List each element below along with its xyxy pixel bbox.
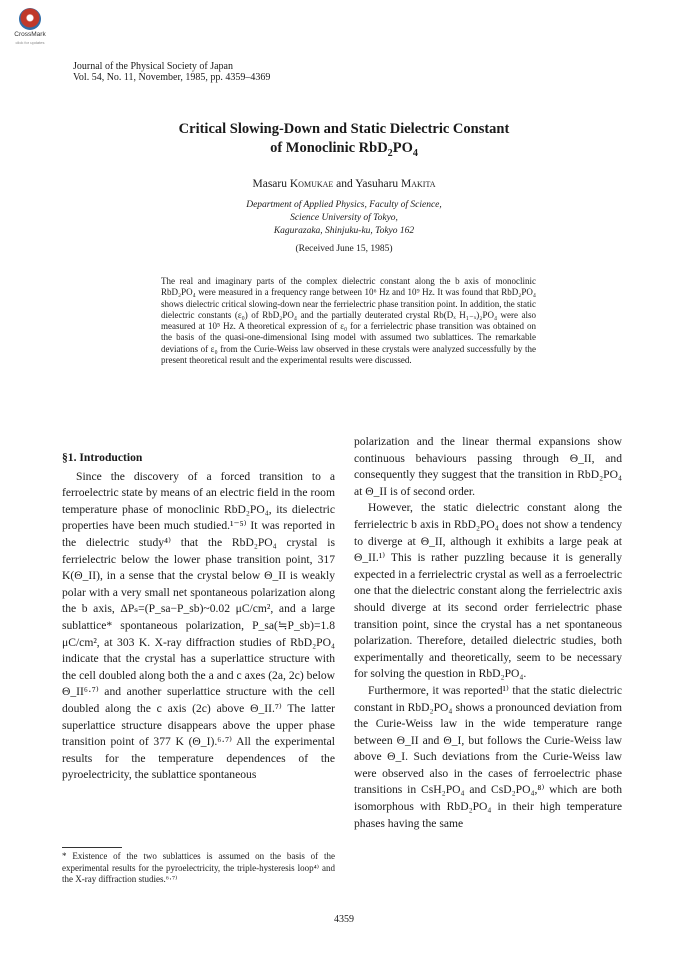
author-list (0, 178, 688, 190)
footnote-divider (62, 847, 122, 848)
author-2-family: Makita (401, 178, 436, 190)
author-1-family: Komukae (289, 178, 334, 190)
affiliation-line: Science University of Tokyo, (290, 213, 398, 223)
author-1-given: Masaru (252, 178, 290, 190)
title-text: of Monoclinic RbD (270, 140, 388, 156)
title-line-2 (0, 139, 688, 163)
title-subscript: 4 (412, 147, 418, 159)
crossmark-label: CrossMark (14, 31, 46, 38)
author-conjunction: and (333, 178, 356, 190)
author-2-given: Yasuharu (355, 178, 402, 190)
paragraph: Since the discovery of a forced transition to a ferroelectric state by means of an electric field in the room temperature phase of monoclinic RbD₂PO₄, its dielectric properties have been much studied.¹⁻⁵⁾ It was reported in the dielectric study⁴⁾ that the RbD₂PO₄ crystal is ferrielectric below the lower phase transition point, 317 K(Θ_II), in a sense that the crystal below Θ_II is weakly polar with a very small net spontaneous polarization along the b axis, ΔPₛ=(P_sa−P_sb)~0.02 μC/cm², and a large sublattice* spontaneous polarization, P_sa(≒P_sb)=1.8 μC/cm², at 303 K. X-ray diffraction studies of RbD₂PO₄ indicate that the crystal has a superlattice structure with the cell doubled along both the a and c axes (2a, 2c) below Θ_II⁶·⁷⁾ and another superlattice structure with the cell doubled along the c axis (2c) above Θ_II.⁷⁾ The latter superlattice structure disappears above the upper phase transition point of 377 K (Θ_I).⁶·⁷⁾ All the experimental results for the temperature dependences of the pyroelectricity, the sublattice spontaneous (62, 469, 335, 782)
paragraph: Furthermore, it was reported¹⁾ that the static dielectric constant in RbD₂PO₄ shows a pronounced deviation from the Curie-Weiss law in the wide temperature range between Θ_II and Θ_I, but follows the Curie-Weiss law above Θ_I. Such deviations from the Curie-Weiss law were observed also in the cases of ferroelectric phase transitions in CsH₂PO₄ and CsD₂PO₄,⁸⁾ which are both isomorphous with RbD₂PO₄ in their high temperature phases having the same (354, 683, 622, 830)
left-column (62, 450, 335, 784)
paragraph: However, the static dielectric constant along the ferrielectric b axis in RbD₂PO₄ does not show a tendency to diverge at Θ_II, although it exhibits a large peak at Θ_II.¹⁾ This is rather puzzling because it is generally expected in a ferrielectric crystal as well as a ferroelectric one that the dielectric constant along the ferrielectric axis should diverge at its second order ferrielectric phase transition point, since the crystal has a net spontaneous polarization. Therefore, detailed dielectric studies, both experimentally and theoretically, seem to be necessary for solving the question in RbD₂PO₄. (354, 501, 622, 681)
affiliation-line: Department of Applied Physics, Faculty of Science, (246, 200, 442, 210)
abstract: The real and imaginary parts of the complex dielectric constant along the b axis of monoclinic RbD₂PO₄ were measured in a frequency range between 10⁶ Hz and 10⁹ Hz. It was found that RbD₂PO₄ shows dielectric critical slowing-down near the ferrielectric phase transition point. In addition, the static dielectric constants (ε₀) of RbD₂PO₄ and the partially deuterated crystal Rb(Dₓ H₁₋ₓ)₂PO₄ were also measured at 10⁵ Hz. A theoretical expression of ε₀ for a ferrielectric phase transition was obtained on the basis of the quasi-one-dimensional Ising model with assumed two sublattices. The remarkable deviations of ε₀ from the Curie-Weiss law observed in these crystals were analyzed successfully by the present theoretical result and the experimental results were discussed. (161, 276, 536, 366)
affiliation (0, 199, 688, 238)
title-line-1: Critical Slowing-Down and Static Dielectric Constant (178, 121, 510, 137)
paper-title (0, 120, 688, 163)
right-column (354, 434, 622, 832)
crossmark-icon (19, 8, 41, 30)
title-subscript: 2 (387, 147, 393, 159)
affiliation-line: Kagurazaka, Shinjuku-ku, Tokyo 162 (273, 226, 415, 236)
section-heading: §1. Introduction (62, 451, 143, 464)
received-date: (Received June 15, 1985) (295, 244, 393, 254)
crossmark-badge[interactable] (8, 8, 52, 46)
journal-name: Journal of the Physical Society of Japan (73, 61, 233, 72)
journal-citation (73, 61, 270, 83)
crossmark-sublabel: click for updates (15, 40, 45, 45)
footnote: * Existence of the two sublattices is assumed on the basis of the experimental results for the pyroelectricity, the triple-hysteresis loop⁴⁾ and the X-ray diffraction studies.⁶·⁷⁾ (62, 851, 335, 884)
page-number: 4359 (334, 914, 354, 925)
journal-volume-pages: Vol. 54, No. 11, November, 1985, pp. 4359–4369 (73, 72, 271, 83)
paragraph: polarization and the linear thermal expansions show continuous behaviours passing through Θ_II, and consequently they suggest that the transition in RbD₂PO₄ at Θ_II is of second order. (354, 435, 622, 498)
title-text: PO (392, 140, 413, 156)
